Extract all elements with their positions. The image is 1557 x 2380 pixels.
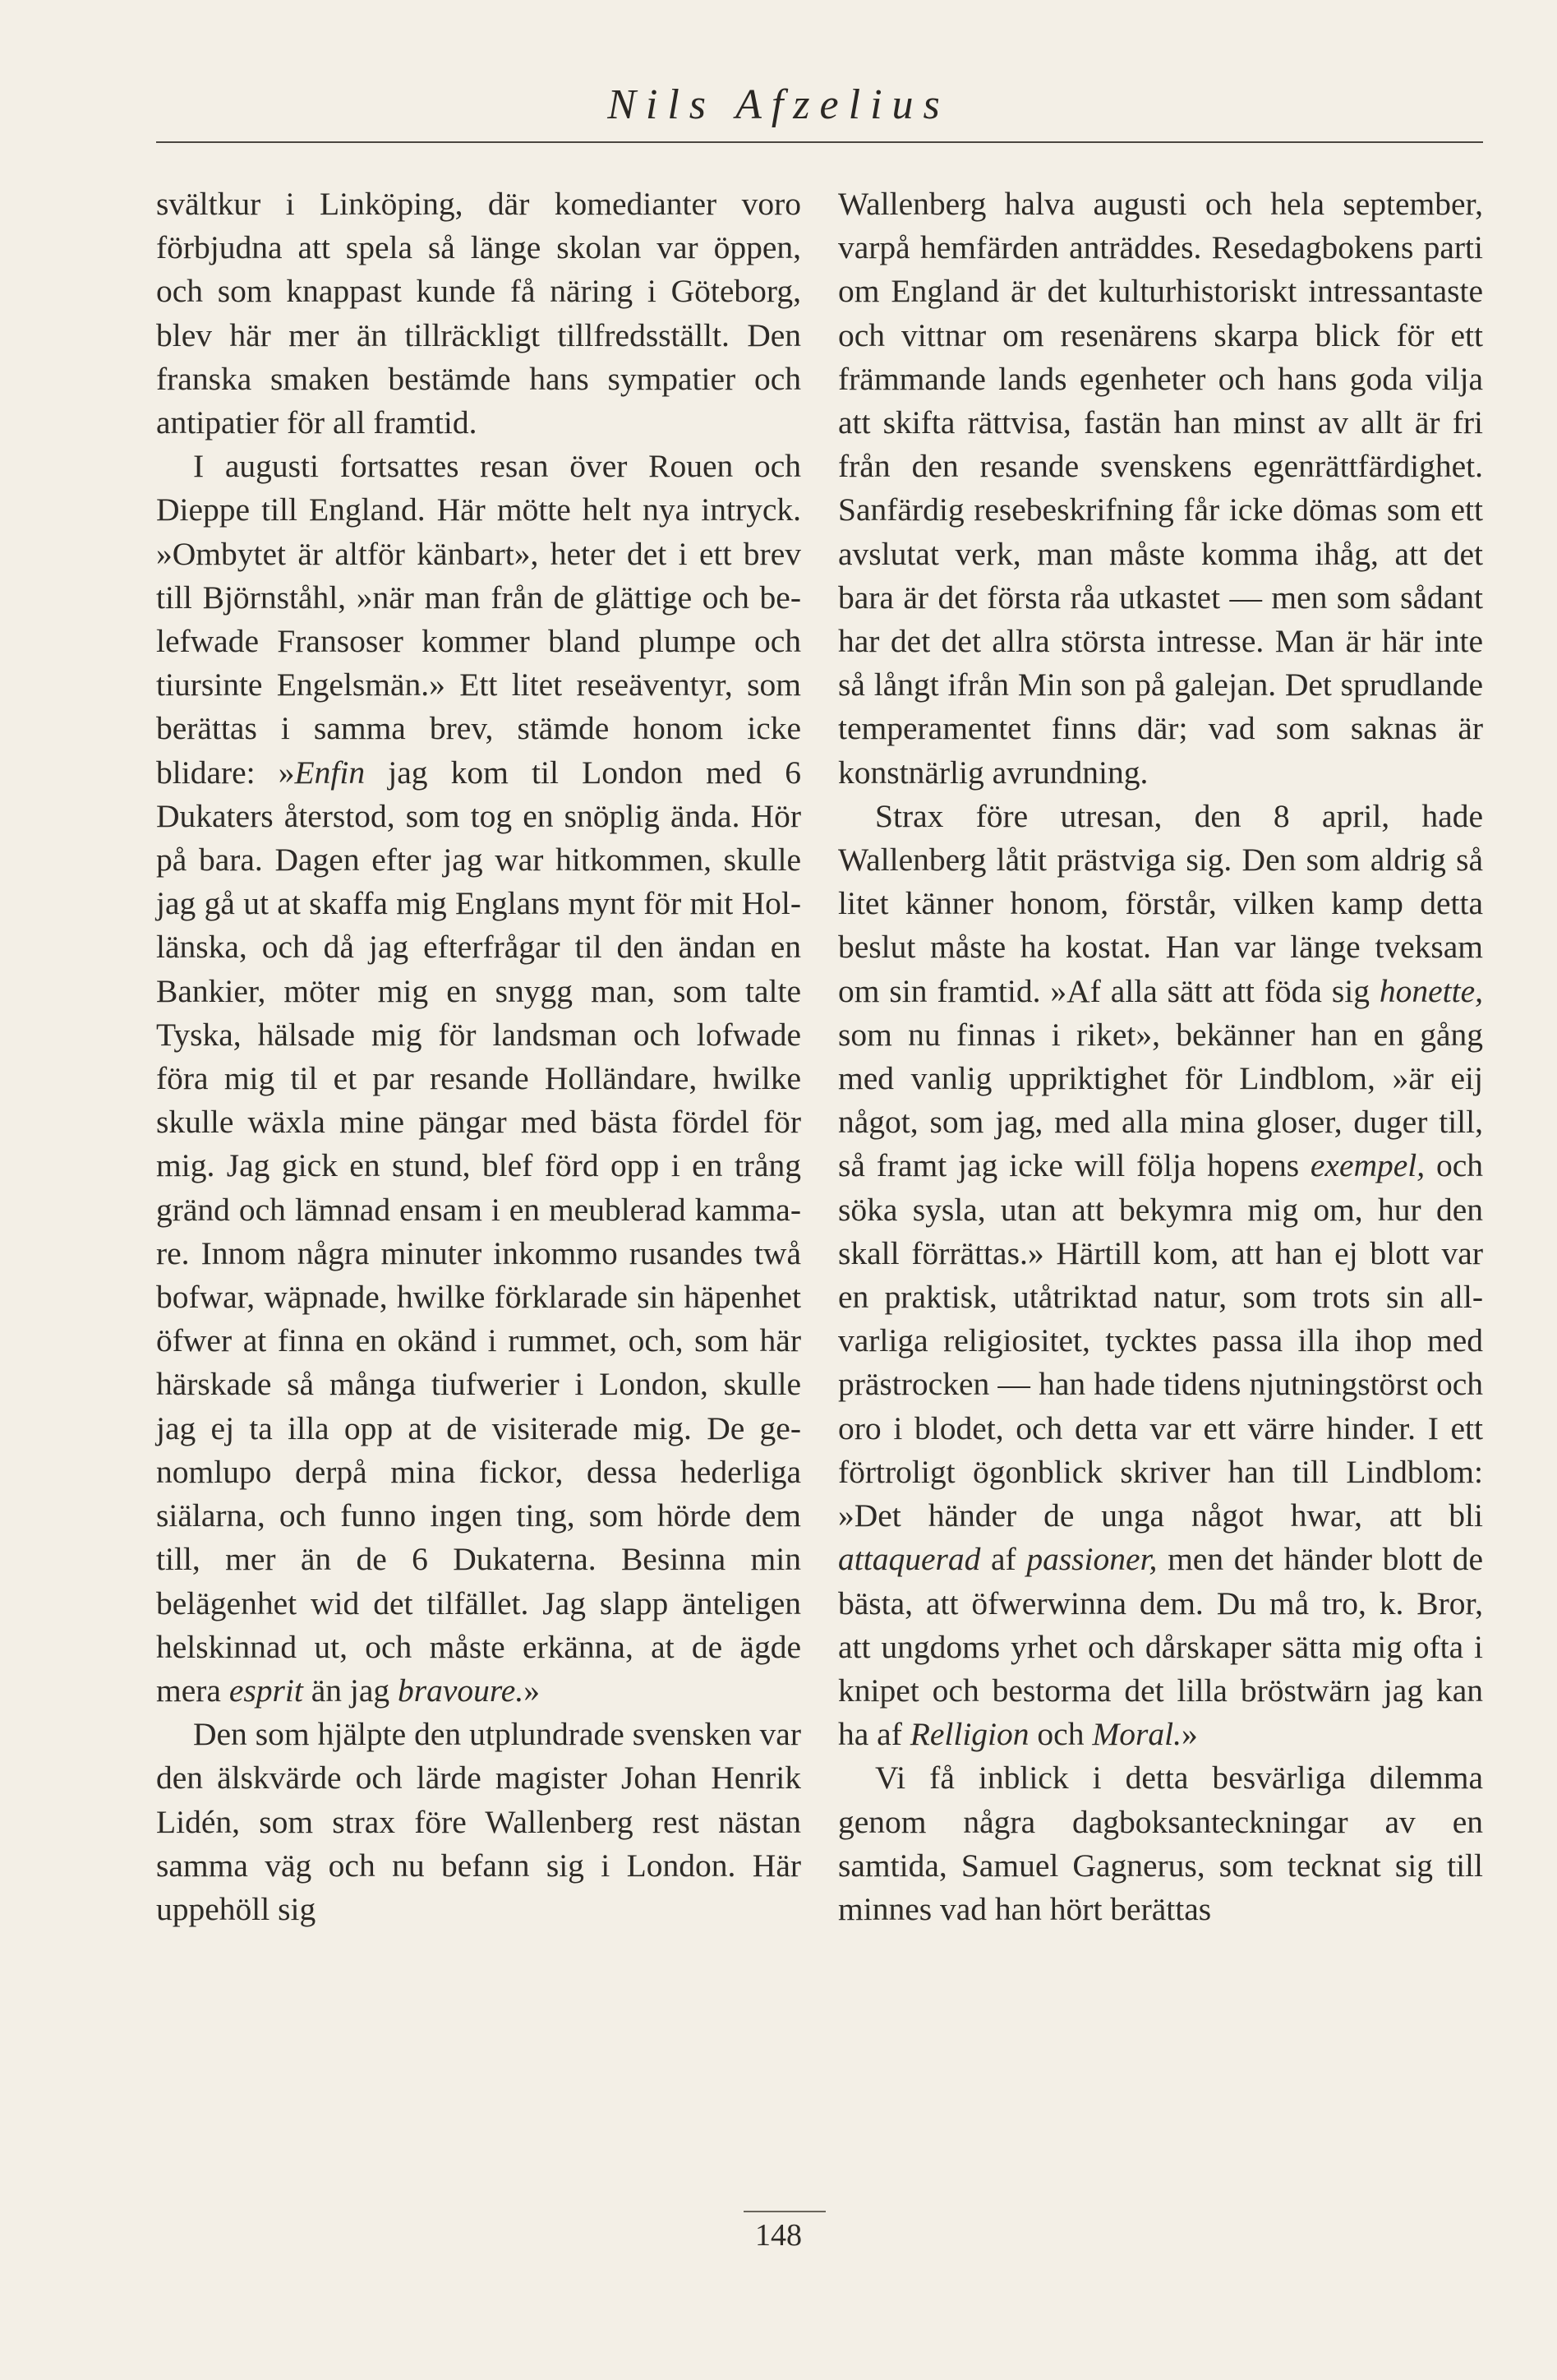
right-column: [838, 182, 1483, 1931]
paragraph: Strax före utresan, den 8 april, hade Wallenberg låtit prästviga sig. Den som aldrig så litet känner honom, förstår, vilken kamp detta beslut måste ha kostat. Han var länge tveksam om sin framtid. »Af alla sätt att föda sig honette, som nu finnas i riket», bekänner han en gång med vanlig uppriktighet för Lindblom, »är eij något, som jag, med alla mina gloser, duger till, så framt jag icke will följa hopens exempel, och söka sysla, utan att bekymra mig om, hur den skall förrättas.» Härtill kom, att han ej blott var en praktisk, utåtriktad natur, som trots sin allvarliga religiositet, tycktes passa illa ihop med prästrocken — han hade tidens njutningstörst och oro i blodet, och detta var ett värre hinder. I ett förtroligt ögonblick skriver han till Lindblom: »Det händer de unga något hwar, att bli attaquerad af passioner, men det händer blott de bästa, att öfwerwinna dem. Du må tro, k. Bror, att ungdoms yrhet och dårskaper sätta mig ofta i knipet och bestorma det lilla bröstwärn jag kan ha af Relligion och Moral.»: [838, 797, 1484, 1753]
paragraph: Den som hjälpte den utplundrade svensken var den älskvärde och lärde magister Johan Henrik Lidén, som strax före Wallenberg rest nästan samma väg och nu befann sig i London. Här uppehöll sig: [156, 1716, 801, 1927]
paragraph: Vi få inblick i detta besvärliga dilemma genom några dagboksanteckningar av en samtida, Samuel Gagnerus, som tecknat sig till minnes vad han hört berättas: [838, 1760, 1483, 1927]
paragraph: svältkur i Linköping, där komedianter voro förbjudna att spela så länge skolan var öppen, och som knappast kunde få näring i Göteborg, blev här mer än tillräckligt tillfredsställt. Den franska smaken bestämde hans sympatier och antipatier för all framtid.: [156, 186, 801, 441]
header-rule: [156, 141, 1483, 143]
page-number-rule: [744, 2211, 826, 2212]
paragraph: Wallenberg halva augusti och hela september, varpå hemfärden anträddes. Resedagbokens parti om England är det kulturhistoriskt intressantaste och vittnar om resenärens skarpa blick för ett främmande lands egenheter och hans goda vilja att skifta rättvisa, fastän han minst av allt är fri från den resande svenskens egenrättfärdighet. Sanfärdig resebeskrifning får icke dömas som ett avslutat verk, man måste komma ihåg, att det bara är det första råa utkastet — men som sådant har det det allra största intresse. Man är här inte så långt ifrån Min son på galejan. Det sprudlande temperamentet finns där; vad som saknas är konstnärlig avrundning.: [838, 186, 1483, 791]
running-title: Nils Afzelius: [607, 81, 950, 128]
page-number: 148: [755, 2218, 802, 2253]
paragraph: I augusti fortsattes resan över Rouen och Dieppe till England. Här mötte helt nya intryck. »Ombytet är altför känbart», heter det i ett brev till Björnståhl, »när man från de glättige och belefwade Fransoser kommer bland plumpe och tiursinte Engelsmän.» Ett litet reseäventyr, som berättas i samma brev, stämde honom icke blidare: »Enfin jag kom til London med 6 Dukaters återstod, som tog en snöplig ända. Hör på bara. Dagen efter jag war hitkommen, skulle jag gå ut at skaffa mig Englans mynt för mit Hollänska, och då jag efterfrågar til den ändan en Bankier, möter mig en snygg man, som talte Tyska, hälsade mig för landsman och lofwade föra mig til et par resande Holländare, hwilke skulle wäxla mine pängar med bästa fördel för mig. Jag gick en stund, blef förd opp i en trång gränd och lämnad ensam i en meublerad kammare. Innom några minuter inkommo rusandes twå bofwar, wäpnade, hwilke förklarade sin häpenhet öfwer at finna en okänd i rummet, och, som här härskade så många tiufwerier i London, skulle jag ej ta illa opp at de visiterade mig. De genomlupo derpå mina fickor, dessa hederliga siälarna, och funno ingen ting, som hörde dem till, mer än de 6 Dukaterna. Besinna min belägenhet wid det tilfället. Jag slapp änteligen helskinnad ut, och måste erkänna, at de ägde mera esprit än jag bravoure.»: [156, 448, 801, 1709]
left-column: [156, 182, 801, 1931]
